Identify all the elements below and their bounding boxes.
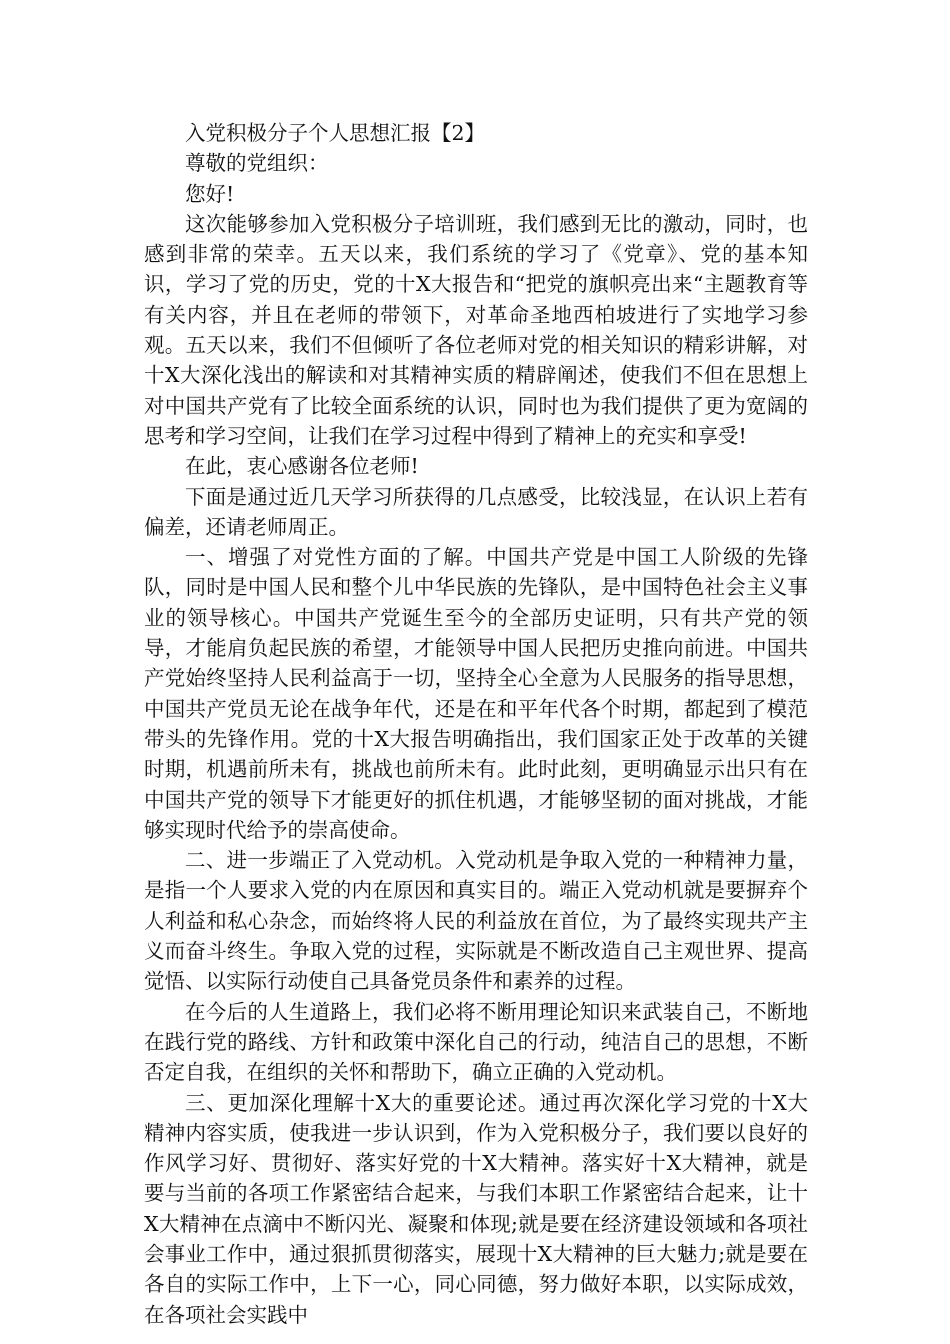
- paragraph: 一、增强了对党性方面的了解。中国共产党是中国工人阶级的先锋队，同时是中国人民和整个儿中华民族的先锋队，是中国特色社会主义事业的领导核心。中国共产党诞生至今的全部历史证明，只有共产党的领导，才能肩负起民族的希望，才能领导中国人民把历史推向前进。中国共产党始终坚持人民利益高于一切，坚持全心全意为人民服务的指导思想，中国共产党员无论在战争年代，还是在和平年代各个时期，都起到了模范带头的先锋作用。党的十X大报告明确指出，我们国家正处于改革的关键时期，机遇前所未有，挑战也前所未有。此时此刻，更明确显示出只有在中国共产党的领导下才能更好的抓住机遇，才能够坚韧的面对挑战，才能够实现时代给予的崇高使命。: [144, 545, 808, 842]
- greeting: 您好!: [185, 181, 235, 206]
- paragraph: 下面是通过近几天学习所获得的几点感受，比较浅显，在认识上若有偏差，还请老师周正。: [144, 484, 808, 539]
- paragraph: 二、进一步端正了入党动机。入党动机是争取入党的一种精神力量，是指一个人要求入党的内在原因和真实目的。端正入党动机就是要摒弃个人利益和私心杂念，而始终将人民的利益放在首位，为了最终实现共产主义而奋斗终生。争取入党的过程，实际就是不断改造自己主观世界、提高觉悟、以实际行动使自己具备党员条件和素养的过程。: [144, 848, 808, 994]
- document-body: [144, 118, 808, 1330]
- paragraph: 在此，衷心感谢各位老师!: [185, 454, 419, 479]
- paragraph: 在今后的人生道路上，我们必将不断用理论知识来武装自己，不断地在践行党的路线、方针和政策中深化自己的行动，纯洁自己的思想，不断否定自我，在组织的关怀和帮助下，确立正确的入党动机。: [144, 999, 808, 1085]
- salutation: 尊敬的党组织：: [185, 151, 329, 176]
- document-title: 入党积极分子个人思想汇报【2】: [185, 121, 486, 145]
- paragraph: 三、更加深化理解十X大的重要论述。通过再次深化学习党的十X大精神内容实质，使我进一步认识到，作为入党积极分子，我们要以良好的作风学习好、贯彻好、落实好党的十X大精神。落实好十X大精神，就是要与当前的各项工作紧密结合起来，与我们本职工作紧密结合起来，让十X大精神在点滴中不断闪光、凝聚和体现;就是要在经济建设领域和各项社会事业工作中，通过狠抓贯彻落实，展现十X大精神的巨大魅力;就是要在各自的实际工作中，上下一心，同心同德，努力做好本职，以实际成效，在各项社会实践中: [144, 1090, 808, 1327]
- paragraph: 这次能够参加入党积极分子培训班，我们感到无比的激动，同时，也感到非常的荣幸。五天以来，我们系统的学习了《党章》、党的基本知识，学习了党的历史，党的十X大报告和“把党的旗帜亮出来“主题教育等有关内容，并且在老师的带领下，对革命圣地西柏坡进行了实地学习参观。五天以来，我们不但倾听了各位老师对党的相关知识的精彩讲解，对十X大深化浅出的解读和对其精神实质的精辟阐述，使我们不但在思想上对中国共产党有了比较全面系统的认识，同时也为我们提供了更为宽阔的思考和学习空间，让我们在学习过程中得到了精神上的充实和享受!: [144, 211, 808, 448]
